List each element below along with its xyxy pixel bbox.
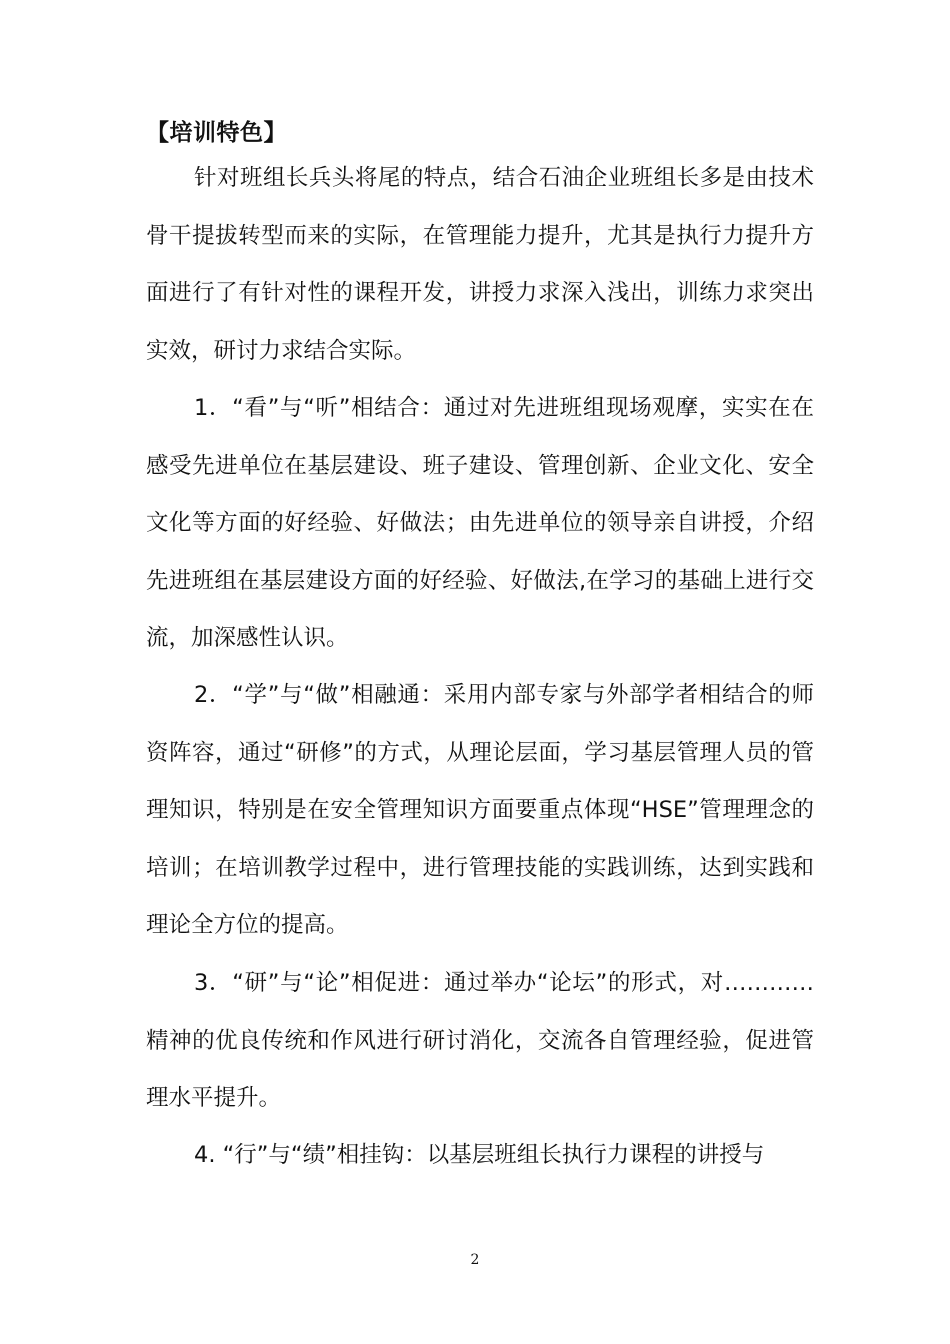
page-number: 2 (470, 1252, 480, 1268)
paragraph-item-4: 4. “行”与“绩”相挂钩：以基层班组长执行力课程的讲授与 (194, 1142, 765, 1168)
paragraph-item-1: 1．“看”与“听”相结合：通过对先进班组现场观摩，实实在在感受先进单位在基层建设、班子建设、管理创新、企业文化、安全文化等方面的好经验、好做法；由先进单位的领导亲自讲授，介绍先进班组在基层建设方面的好经验、好做法,在学习的基础上进行交流，加深感性认识。 (146, 395, 814, 651)
paragraph-intro: 针对班组长兵头将尾的特点，结合石油企业班组长多是由技术骨干提拔转型而来的实际，在管理能力提升，尤其是执行力提升方面进行了有针对性的课程开发，讲授力求深入浅出，训练力求突出实效，研讨力求结合实际。 (146, 165, 814, 364)
paragraph-item-2: 2．“学”与“做”相融通：采用内部专家与外部学者相结合的师资阵容，通过“研修”的方式，从理论层面，学习基层管理人员的管理知识，特别是在安全管理知识方面要重点体现“HSE”管理理念的培训；在培训教学过程中，进行管理技能的实践训练，达到实践和理论全方位的提高。 (146, 682, 814, 938)
section-heading: 【培训特色】 (146, 120, 287, 146)
paragraph-item-3: 3．“研”与“论”相促进：通过举办“论坛”的形式，对…………精神的优良传统和作风进行研讨消化，交流各自管理经验，促进管理水平提升。 (146, 970, 814, 1111)
